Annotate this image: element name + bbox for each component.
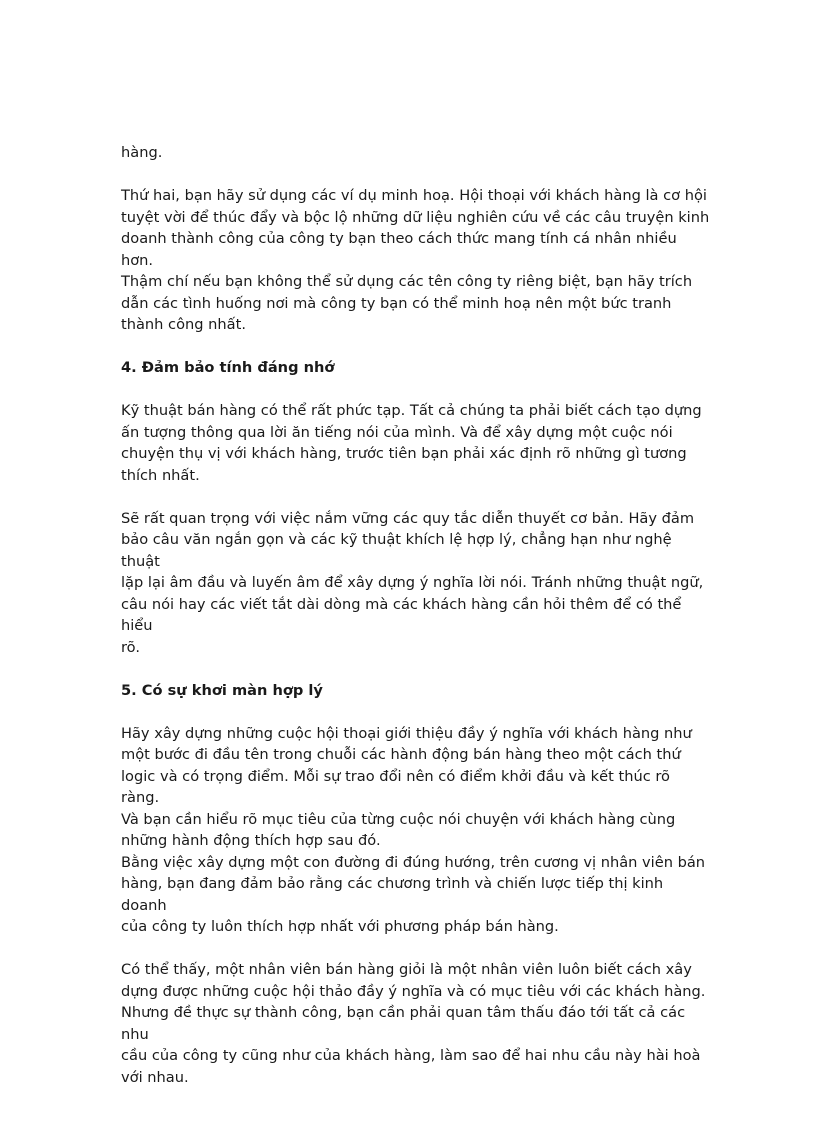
paragraph-gap [121,486,711,508]
text-line: cầu của công ty cũng như của khách hàng, làm sao để hai nhu cầu này hài hoà [121,1047,701,1064]
paragraph-gap [121,336,711,358]
text-line: Và bạn cần hiểu rõ mục tiêu của từng cuộc nói chuyện với khách hàng cùng [121,810,676,828]
text-line: dựng được những cuộc hội thảo đầy ý nghĩa và có mục tiêu với các khách hàng. [121,982,706,1000]
section-heading-4: 4. Đảm bảo tính đáng nhớ [121,359,335,376]
text-line: Hãy xây dựng những cuộc hội thoại giới thiệu đầy ý nghĩa với khách hàng như [121,724,692,742]
text-line: của công ty luôn thích hợp nhất với phương pháp bán hàng. [121,918,559,935]
paragraph-gap [121,658,711,680]
text-line: thích nhất. [121,466,200,484]
text-line: Nhưng đề thực sự thành công, bạn cần phải quan tâm thấu đáo tới tất cả các nhu [121,1004,686,1043]
paragraph-gap [121,379,711,401]
paragraph-gap [121,938,711,960]
text-line: những hành động thích hợp sau đó. [121,832,381,849]
text-line: Kỹ thuật bán hàng có thể rất phức tạp. Tất cả chúng ta phải biết cách tạo dựng [121,402,702,419]
text-line: một bước đi đầu tên trong chuỗi các hành động bán hàng theo một cách thứ [121,746,681,763]
section-heading-5: 5. Có sự khơi màn hợp lý [121,681,323,699]
text-line: logic và có trọng điểm. Mỗi sự trao đổi nên có điểm khởi đầu và kết thúc rõ ràng. [121,767,670,806]
document-body [121,142,711,1088]
text-line: lặp lại âm đầu và luyến âm để xây dựng ý nghĩa lời nói. Tránh những thuật ngữ, [121,574,704,591]
text-line: Có thể thấy, một nhân viên bán hàng giỏi là một nhân viên luôn biết cách xây [121,961,692,978]
text-line: tuyệt vời để thúc đẩy và bộc lộ những dữ liệu nghiên cứu về các câu truyện kinh [121,208,710,226]
paragraph-gap [121,701,711,723]
text-line: Sẽ rất quan trọng với việc nắm vững các quy tắc diễn thuyết cơ bản. Hãy đảm [121,509,695,527]
text-line: với nhau. [121,1068,189,1086]
text-line: câu nói hay các viết tắt dài dòng mà các khách hàng cần hỏi thêm để có thể hiểu [121,595,682,634]
text-line: rõ. [121,638,140,656]
text-line: dẫn các tình huống nơi mà công ty bạn có thể minh hoạ nên một bức tranh [121,294,672,312]
text-line: Thứ hai, bạn hãy sử dụng các ví dụ minh hoạ. Hội thoại với khách hàng là cơ hội [121,187,707,204]
text-line: hàng. [121,144,163,161]
paragraph-gap [121,164,711,186]
text-line: Thậm chí nếu bạn không thể sử dụng các tên công ty riêng biệt, bạn hãy trích [121,273,693,290]
text-line: thành công nhất. [121,316,246,333]
text-line: hàng, bạn đang đảm bảo rằng các chương trình và chiến lược tiếp thị kinh doanh [121,875,664,914]
text-line: Bằng việc xây dựng một con đường đi đúng hướng, trên cương vị nhân viên bán [121,853,706,871]
text-line: doanh thành công của công ty bạn theo cách thức mang tính cá nhân nhiều hơn. [121,230,677,269]
text-line: chuyện thụ vị với khách hàng, trước tiên bạn phải xác định rõ những gì tương [121,445,687,462]
text-line: bảo câu văn ngắn gọn và các kỹ thuật khích lệ hợp lý, chẳng hạn như nghệ thuật [121,531,672,570]
text-line: ấn tượng thông qua lời ăn tiếng nói của mình. Và để xây dựng một cuộc nói [121,423,673,441]
